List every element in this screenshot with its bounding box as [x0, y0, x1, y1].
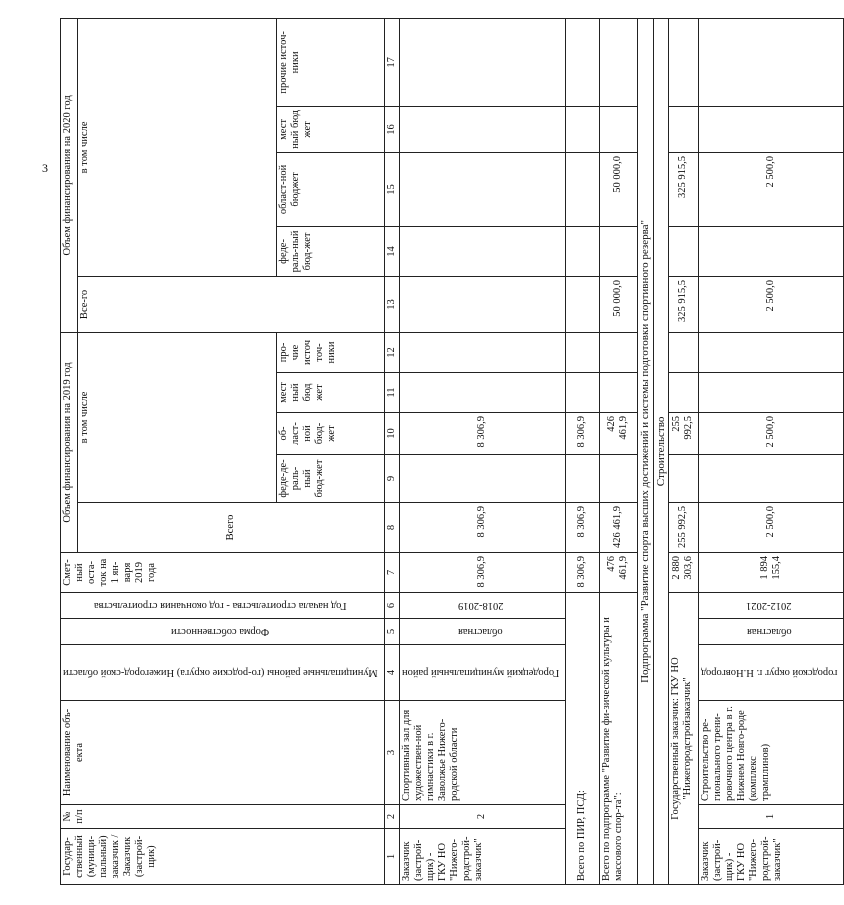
header-ownership: Форма собственности [61, 619, 385, 645]
row-state-fed-2019 [668, 455, 698, 503]
table-row-gym [399, 18, 565, 884]
header-financing-2019: Объем финансирования на 2019 год [61, 332, 78, 552]
page-number: 3 [42, 161, 48, 175]
header-financing-2020: Объем финансирования на 2020 год [61, 18, 78, 332]
colnum: 13 [384, 276, 399, 332]
row-gym-remainder: 8 306,9 [399, 553, 565, 593]
header-loc-2020: мест ный бюд жет [276, 106, 384, 152]
row-center-district: городской округ г. Н.Новгород [698, 645, 843, 701]
row-gym-years: 2018-2019 [399, 593, 565, 619]
row-center-fed-2019 [698, 455, 843, 503]
header-object-name: Наименование объ-екта [61, 701, 385, 805]
row-gym-name: Спортивный зал для художествен-ной гимнастики в г. Заволжье Нижего-родской области [399, 701, 565, 805]
row-center-loc-2019 [698, 373, 843, 413]
row-pir-fed-2019 [565, 455, 599, 503]
row-gym-reg-2020 [399, 152, 565, 226]
row-state-fed-2020 [668, 226, 698, 276]
row-sub-total-2019: 426 461,9 [599, 503, 637, 553]
row-center-remainder: 1 894 155,4 [698, 553, 843, 593]
row-pir-loc-2019 [565, 373, 599, 413]
colnum: 2 [384, 805, 399, 829]
header-incl-2020: в том числе [78, 18, 277, 276]
colnum: 15 [384, 152, 399, 226]
row-sub-reg-2020: 50 000,0 [599, 152, 637, 226]
row-center-reg-2020: 2 500,0 [698, 152, 843, 226]
row-sub-oth-2019 [599, 332, 637, 372]
row-center-ownership: областная [698, 619, 843, 645]
header-reg-2019: об-ласт-ной бюд-жет [276, 413, 384, 455]
row-sub-label: Всего по подпрограмме "Развитие фи-зической культуры и массового спор-та": [599, 593, 637, 885]
row-pir-fed-2020 [565, 226, 599, 276]
header-loc-2019: мест ный бюд жет [276, 373, 384, 413]
colnum: 11 [384, 373, 399, 413]
colnum: 6 [384, 593, 399, 619]
row-center-customer: Заказчик (застрой-щик) - ГКУ НО "Нижего-родстрой-заказчик" [698, 829, 843, 885]
row-pir-reg-2020 [565, 152, 599, 226]
row-center-fed-2020 [698, 226, 843, 276]
row-center-loc-2020 [698, 106, 843, 152]
table-row-construction-title [653, 18, 668, 884]
row-pir-reg-2019: 8 306,9 [565, 413, 599, 455]
row-center-name: Строительство ре-гионального трени-ровочного центра в г. Нижнем Новго-роде (комплекс трамплинов) [698, 701, 843, 805]
header-oth-2019: про-чие источ точ-ники [276, 332, 384, 372]
row-gym-fed-2020 [399, 226, 565, 276]
row-center-years: 2012-2021 [698, 593, 843, 619]
colnum: 7 [384, 553, 399, 593]
header-total-2020: Все-го [78, 276, 385, 332]
table-row-training-center [698, 18, 843, 884]
row-gym-loc-2019 [399, 373, 565, 413]
row-sub-oth-2020 [599, 18, 637, 106]
header-total-2019: Всего [78, 503, 385, 553]
row-sub-reg-2019: 426 461,9 [599, 413, 637, 455]
header-fed-2019: феде-де-раль-ный бюд-жет [276, 455, 384, 503]
construction-title: Строительство [653, 18, 668, 884]
row-sub-loc-2020 [599, 106, 637, 152]
row-sub-loc-2019 [599, 373, 637, 413]
row-sub-remainder: 476 461,9 [599, 553, 637, 593]
row-pir-remainder: 8 306,9 [565, 553, 599, 593]
row-state-loc-2020 [668, 106, 698, 152]
row-state-remainder: 2 880 303,6 [668, 553, 698, 593]
row-gym-total-2020 [399, 276, 565, 332]
row-gym-number: 2 [399, 805, 565, 829]
row-center-total-2020: 2 500,0 [698, 276, 843, 332]
colnum: 10 [384, 413, 399, 455]
table-row-subprogram-total [599, 18, 637, 884]
row-center-total-2019: 2 500,0 [698, 503, 843, 553]
row-state-reg-2019: 255 992,5 [668, 413, 698, 455]
row-gym-reg-2019: 8 306,9 [399, 413, 565, 455]
row-sub-fed-2020 [599, 226, 637, 276]
header-customer: Государ-ственный (муници-пальный) заказчик / Заказчик (застрой-щик) [61, 829, 385, 885]
colnum: 4 [384, 645, 399, 701]
row-gym-district: Городецкий муниципальный район [399, 645, 565, 701]
header-number: № п/п [61, 805, 385, 829]
row-sub-fed-2019 [599, 455, 637, 503]
row-pir-loc-2020 [565, 106, 599, 152]
colnum: 12 [384, 332, 399, 372]
row-state-reg-2020: 325 915,5 [668, 152, 698, 226]
row-gym-oth-2019 [399, 332, 565, 372]
row-state-loc-2019 [668, 373, 698, 413]
table-row-subprogram-title [637, 18, 653, 884]
header-incl-2019: в том числе [78, 332, 277, 502]
header-reg-2020: област-ной бюджет [276, 152, 384, 226]
row-state-oth-2020 [668, 18, 698, 106]
row-center-reg-2019: 2 500,0 [698, 413, 843, 455]
header-years: Год начала строительства - год окончания строительства [61, 593, 385, 619]
row-gym-total-2019: 8 306,9 [399, 503, 565, 553]
row-pir-oth-2020 [565, 18, 599, 106]
row-sub-total-2020: 50 000,0 [599, 276, 637, 332]
subprogram-title: Подпрограмма "Развитие спорта высших достижений и системы подготовки спортивного резерва" [637, 18, 653, 884]
header-fed-2020: феде-раль-ный бюд-жет [276, 226, 384, 276]
row-gym-loc-2020 [399, 106, 565, 152]
row-state-customer-label: Государственный заказчик: ГКУ НО "Нижегородстройзаказчик" [668, 593, 698, 885]
colnum: 14 [384, 226, 399, 276]
colnum: 5 [384, 619, 399, 645]
header-remainder: Смет-ный оста-ток на 1 ян-варя 2019 года [61, 553, 385, 593]
colnum: 8 [384, 503, 399, 553]
header-oth-2020: прочие источ-ники [276, 18, 384, 106]
row-gym-oth-2020 [399, 18, 565, 106]
header-district: Муниципальные районы (го-родские округа) Нижегород-ской области [61, 645, 385, 701]
row-pir-total-2019: 8 306,9 [565, 503, 599, 553]
colnum: 16 [384, 106, 399, 152]
row-state-total-2019: 255 992,5 [668, 503, 698, 553]
financing-table [60, 18, 844, 885]
row-state-total-2020: 325 915,5 [668, 276, 698, 332]
colnum: 9 [384, 455, 399, 503]
row-center-oth-2020 [698, 18, 843, 106]
table-row-pir-total [565, 18, 599, 884]
header-row-1 [61, 18, 78, 884]
row-center-oth-2019 [698, 332, 843, 372]
table-row-state-customer [668, 18, 698, 884]
row-center-number: 1 [698, 805, 843, 829]
colnum: 3 [384, 701, 399, 805]
colnum: 17 [384, 18, 399, 106]
column-numbers-row [384, 18, 399, 884]
row-pir-label: Всего по ПИР, ПСД: [565, 593, 599, 885]
row-gym-customer: Заказчик (застрой-щик) - ГКУ НО "Нижего-родстрой-заказчик" [399, 829, 565, 885]
row-pir-oth-2019 [565, 332, 599, 372]
row-gym-fed-2019 [399, 455, 565, 503]
colnum: 1 [384, 829, 399, 885]
row-gym-ownership: областная [399, 619, 565, 645]
row-state-oth-2019 [668, 332, 698, 372]
row-pir-total-2020 [565, 276, 599, 332]
